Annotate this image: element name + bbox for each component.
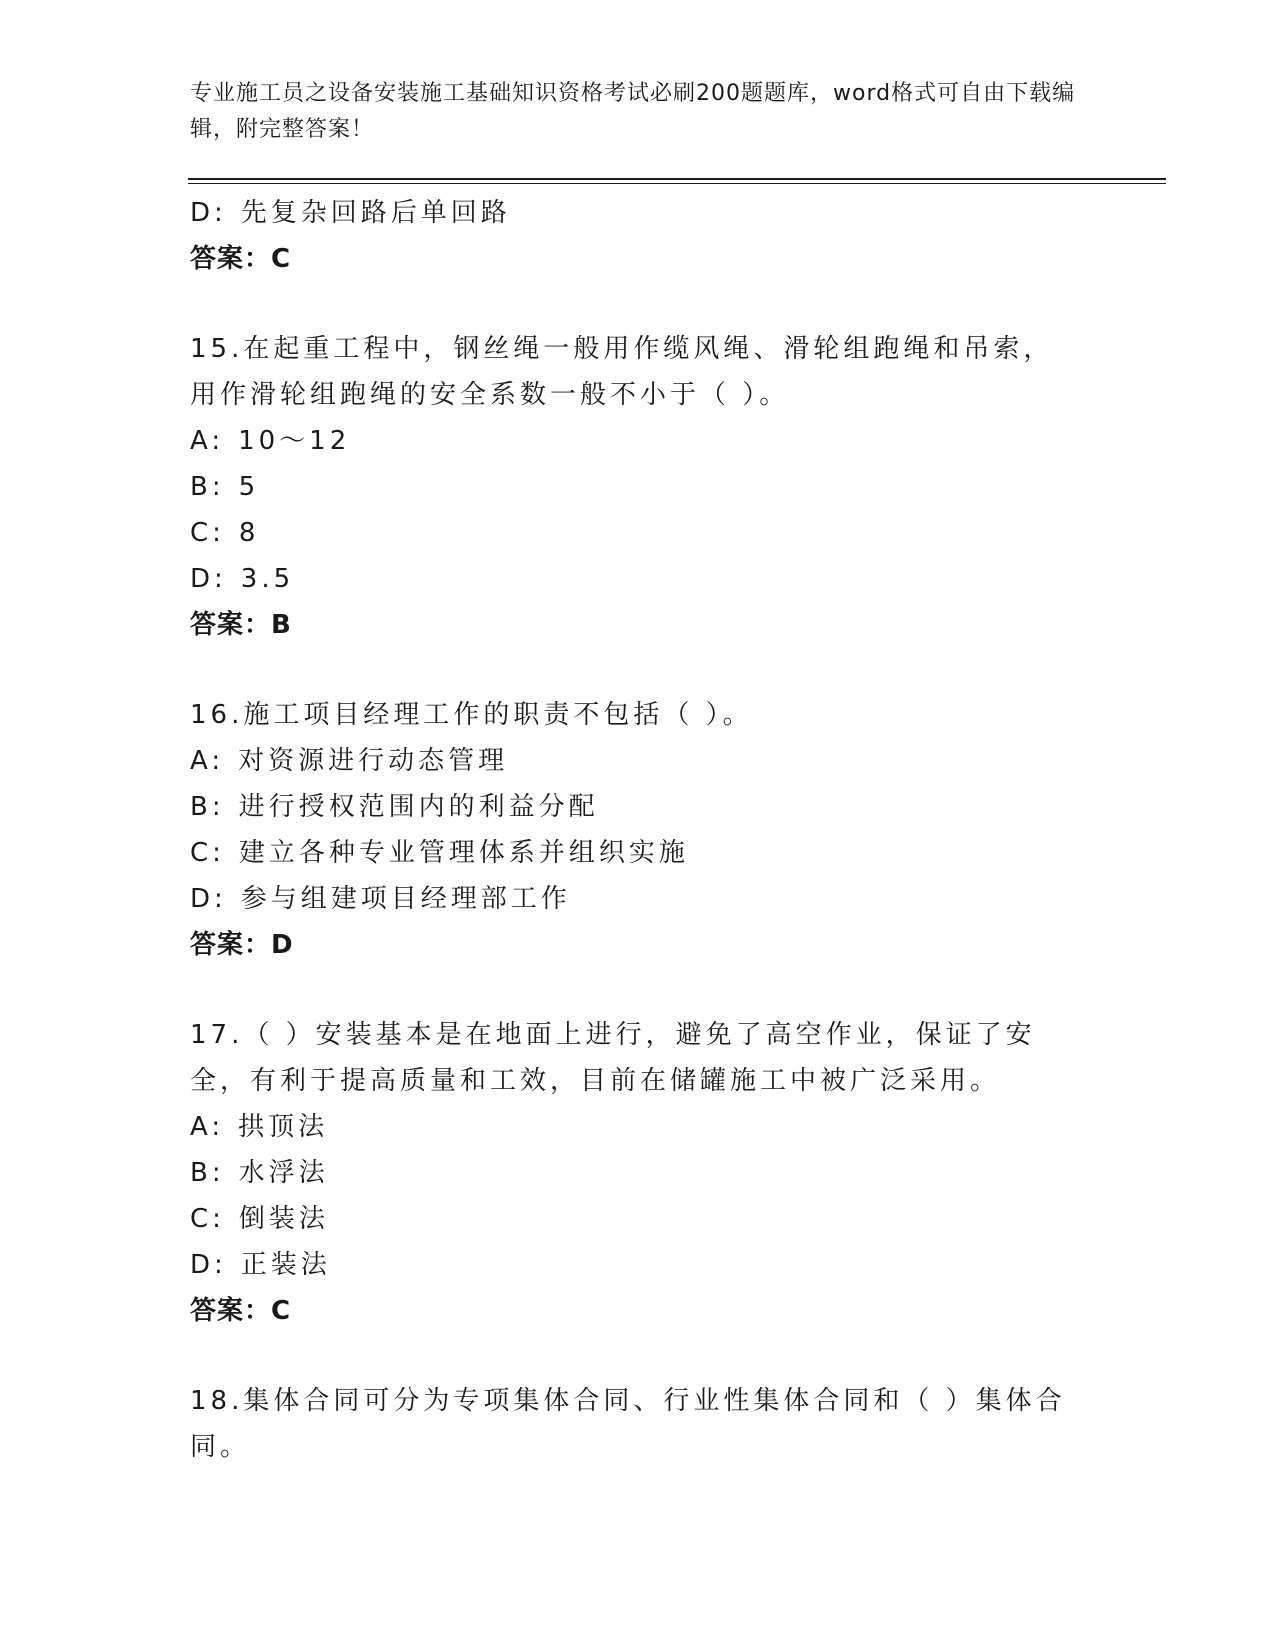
question-17 [190, 1012, 1090, 1334]
option-a [190, 738, 1090, 784]
option-d [190, 556, 1090, 602]
option-b [190, 1150, 1090, 1196]
option-label: C: [190, 838, 225, 868]
option-text: 进行授权范围内的利益分配 [238, 792, 599, 822]
option-label: D: [190, 1250, 227, 1280]
answer: 答案：B [190, 610, 292, 640]
header-rule-thick [188, 178, 1166, 180]
option-text: 建立各种专业管理体系并组织实施 [238, 838, 689, 868]
answer: 答案：C [190, 1296, 292, 1326]
option-c [190, 830, 1090, 876]
option-label: B: [190, 1158, 225, 1188]
question-stem: 16.施工项目经理工作的职责不包括（ ）。 [190, 700, 753, 730]
question-stem: 17.（ ）安装基本是在地面上进行，避免了高空作业，保证了安全，有利于提高质量和工效，目前在储罐施工中被广泛采用。 [190, 1020, 1036, 1096]
option-label: A: [190, 426, 225, 456]
option-text: 水浮法 [238, 1158, 329, 1188]
option-b [190, 464, 1090, 510]
option-text: 5 [238, 472, 260, 502]
option-label: B: [190, 472, 225, 502]
option-text: 先复杂回路后单回路 [240, 198, 511, 228]
question-stem: 15.在起重工程中，钢丝绳一般用作缆风绳、滑轮组跑绳和吊索，用作滑轮组跑绳的安全系数一般不小于（ ）。 [190, 334, 1054, 410]
question-16 [190, 692, 1090, 968]
option-c [190, 1196, 1090, 1242]
option-text: 正装法 [240, 1250, 331, 1280]
question-15 [190, 326, 1090, 648]
option-text: 10～12 [238, 426, 351, 456]
question-18 [190, 1378, 1090, 1470]
question-stem: 18.集体合同可分为专项集体合同、行业性集体合同和（ ）集体合同。 [190, 1386, 1066, 1462]
previous-question-tail [190, 190, 1090, 282]
option-a [190, 1104, 1090, 1150]
option-text: 参与组建项目经理部工作 [240, 884, 571, 914]
option-label: A: [190, 746, 225, 776]
option-label: A: [190, 1112, 225, 1142]
option-text: 8 [238, 518, 260, 548]
option-label: D: [190, 884, 227, 914]
question-list [190, 190, 1090, 1470]
option-c [190, 510, 1090, 556]
option-label: C: [190, 1204, 225, 1234]
option-text: 3.5 [240, 564, 295, 594]
option-text: 拱顶法 [238, 1112, 329, 1142]
option-label: D: [190, 198, 227, 228]
option-d [190, 190, 1090, 236]
option-text: 倒装法 [238, 1204, 329, 1234]
option-text: 对资源进行动态管理 [238, 746, 509, 776]
option-a [190, 418, 1090, 464]
option-label: B: [190, 792, 225, 822]
option-b [190, 784, 1090, 830]
option-d [190, 1242, 1090, 1288]
option-label: C: [190, 518, 225, 548]
option-d [190, 876, 1090, 922]
option-label: D: [190, 564, 227, 594]
answer: 答案：C [190, 244, 292, 274]
answer: 答案：D [190, 930, 294, 960]
document-header: 专业施工员之设备安装施工基础知识资格考试必刷200题题库，word格式可自由下载编辑，附完整答案！ [190, 81, 1076, 142]
header-rule-thin [188, 183, 1166, 184]
